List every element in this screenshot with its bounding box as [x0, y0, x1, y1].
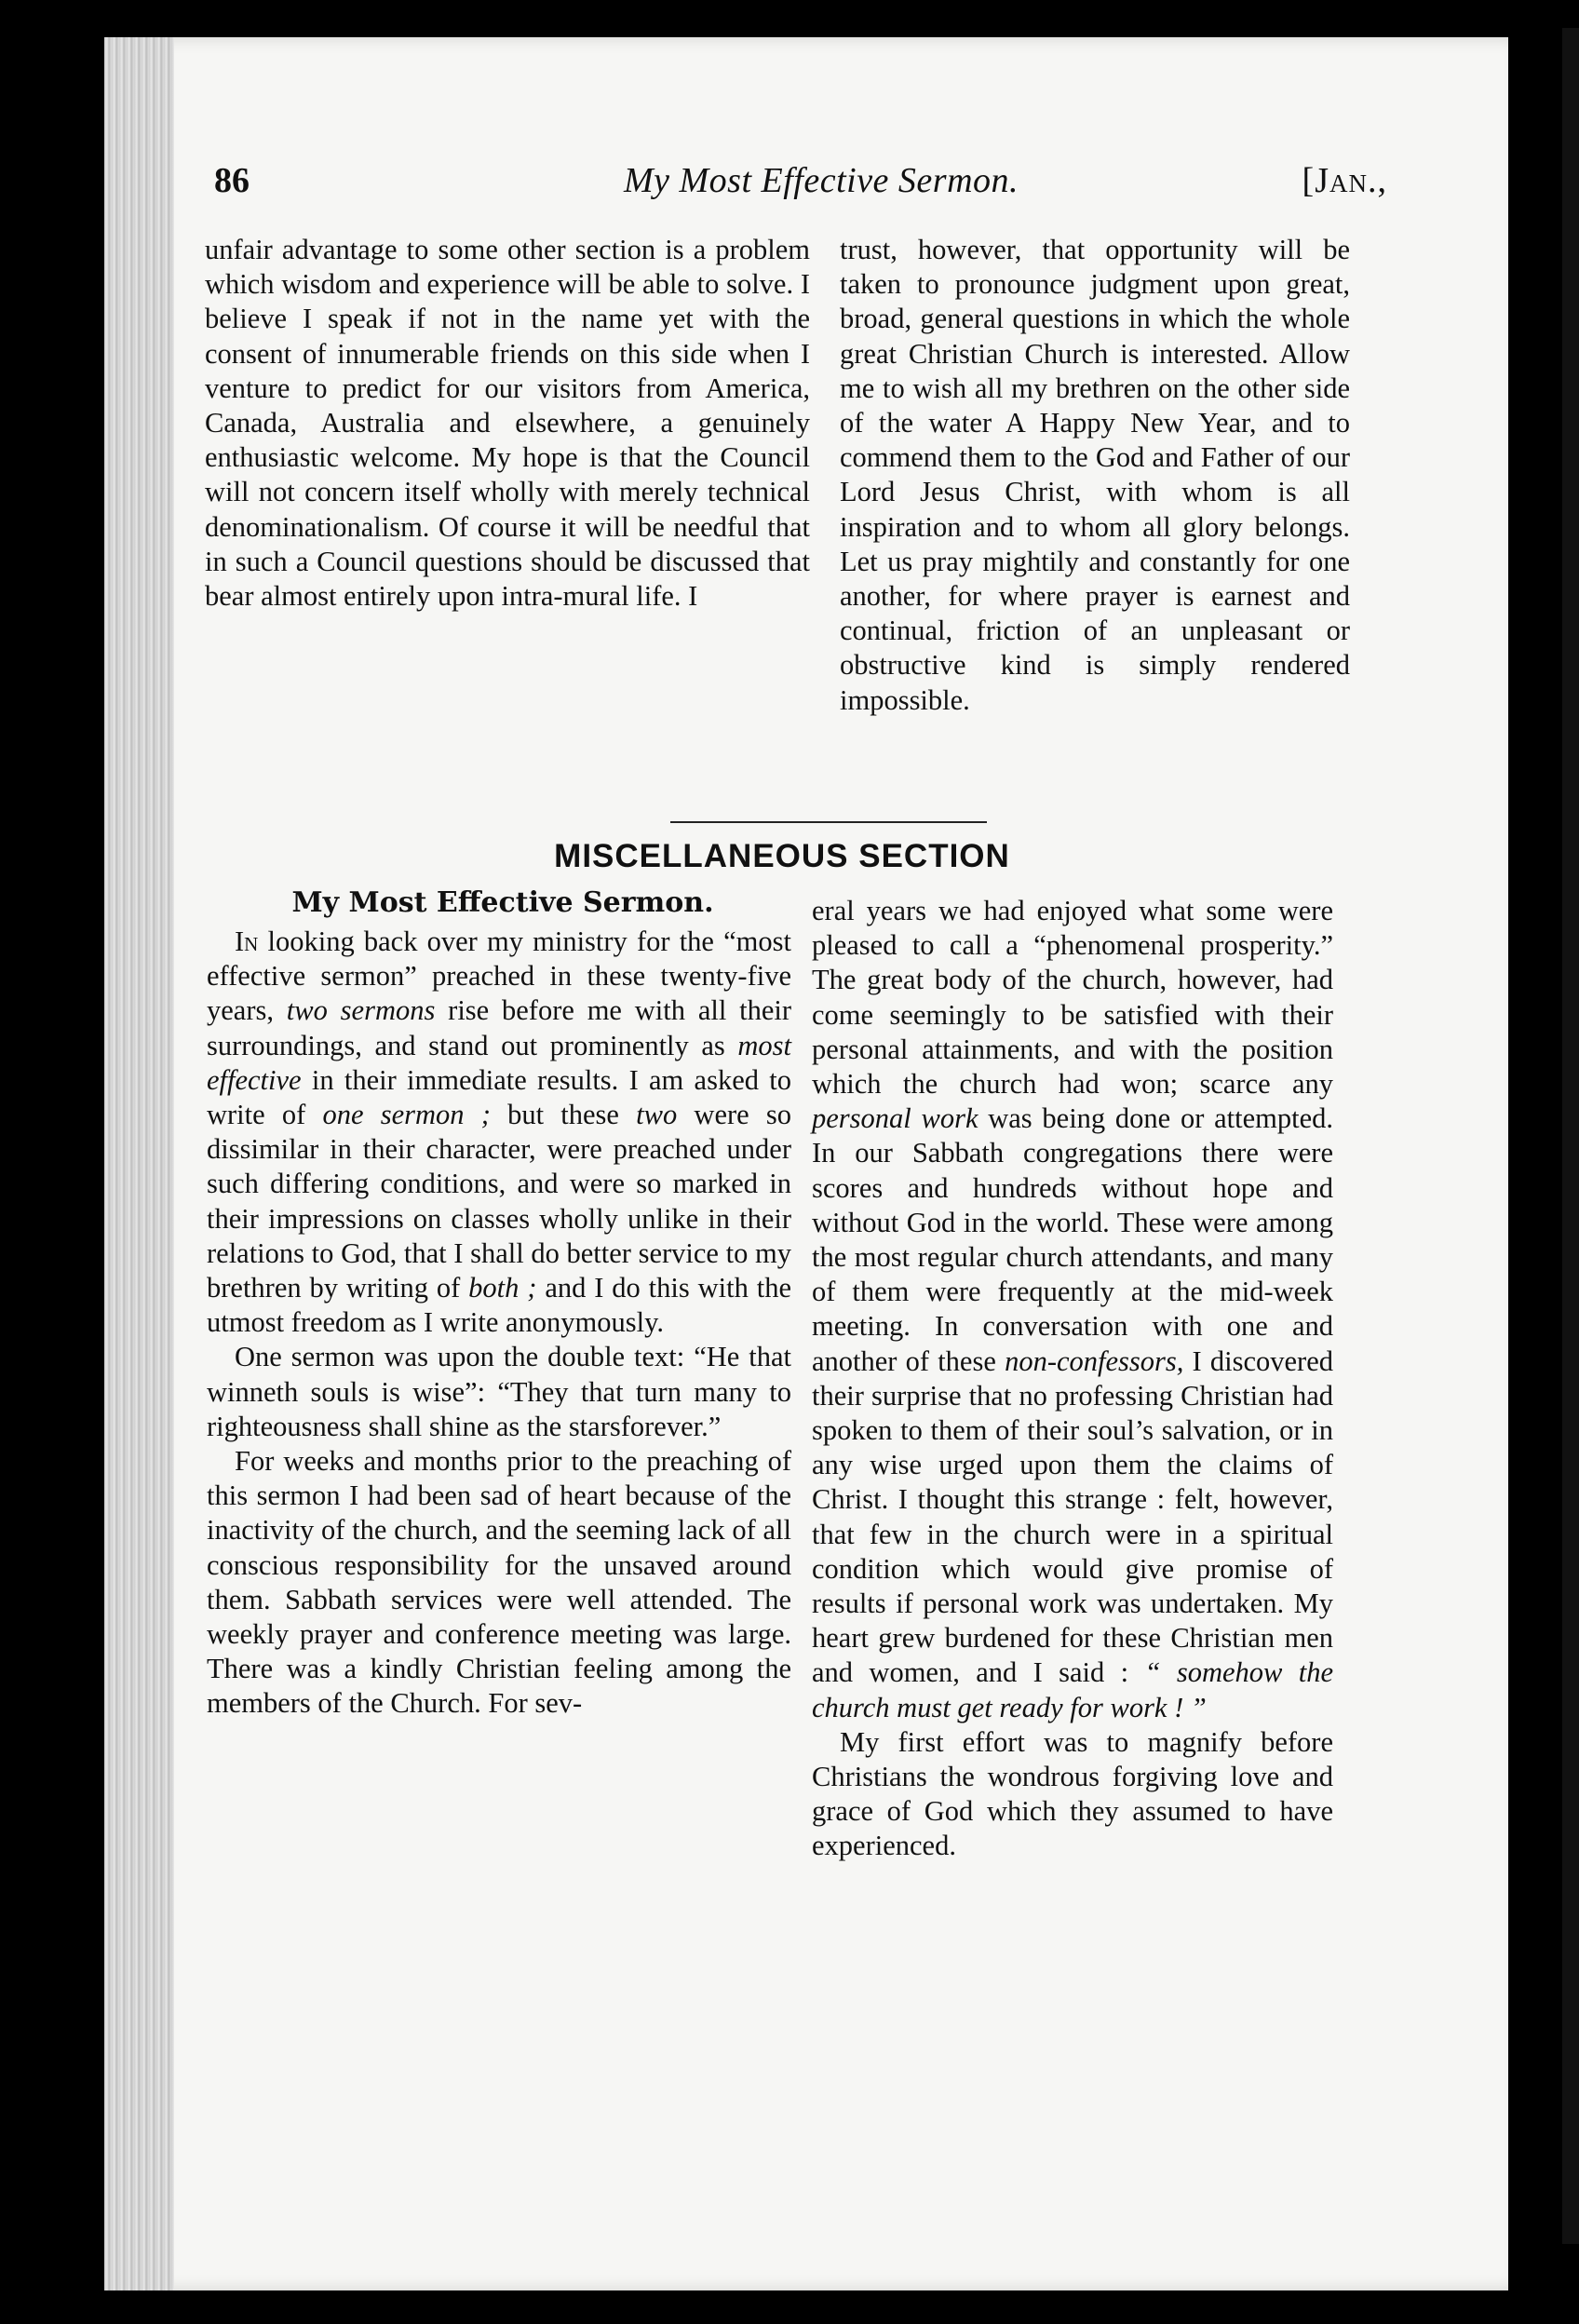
paragraph: [812, 894, 1333, 1725]
page-number: 86: [214, 161, 250, 200]
dropcap-word: In: [235, 926, 259, 957]
page-spine: [104, 37, 174, 2290]
article-title: My Most Effective Sermon.: [291, 886, 714, 919]
text-run: looking back over my ministry for the “most effective sermon” preached in these twenty-five years,: [207, 926, 791, 1027]
article-left-column: [207, 925, 791, 1722]
paragraph: For weeks and months prior to the preaching of this sermon I had been sad of heart because of the inactivity of the church, and the seeming lack of all conscious responsibility for the unsaved around them. Sabbath services were well attended. The weekly prayer and conference meeting was large. There was a kindly Christian feeling among the members of the Church. For sev-: [207, 1445, 791, 1720]
paragraph: My first effort was to magnify before Christians the wondrous forgiving love and grace of God which they assumed to have experienced.: [812, 1725, 1333, 1862]
italic-run: non-confessors,: [1005, 1344, 1184, 1377]
article-right-column: [812, 894, 1333, 1864]
continued-text-left-column: [205, 233, 810, 614]
text-run: rise before me with all their surroundings, and stand out prominently as: [207, 994, 791, 1061]
italic-run: two sermons: [286, 994, 436, 1027]
text-run: were so dissimilar in their character, were preached under such differing conditions, and were so marked in their impressions on classes wholly unlike in their relations to God, that I shall do better service to my brethren by writing of: [207, 1099, 791, 1304]
adjacent-page-edge: [1562, 28, 1579, 2244]
paragraph: [207, 925, 791, 1340]
section-divider: [670, 821, 987, 823]
continued-text-right-column: [840, 233, 1350, 718]
paragraph: unfair advantage to some other section is a problem which wisdom and experience will be able to solve. I believe I speak if not in the name yet with the consent of innumerable friends on this side when I venture to predict for our visitors from America, Canada, Australia and elsewhere, a genuinely enthusiastic welcome. My hope is that the Council will not concern itself wholly with merely technical denominationalism. Of course it will be needful that in such a Council questions should be discussed that bear almost entirely upon intra-mural life. I: [205, 234, 810, 613]
running-title: My Most Effective Sermon.: [624, 161, 1019, 200]
text-run: eral years we had enjoyed what some were pleased to call a “phenomenal prosperity.” The great body of the church, however, had come seemingly to be satisfied with their personal attainments, and with the position which the church had won; scarce any: [812, 895, 1333, 1101]
italic-run: “ somehow the church must get ready for work ! ”: [812, 1656, 1333, 1723]
italic-run: both ;: [468, 1272, 537, 1304]
text-run: I discovered their surprise that no professing Christian had spoken to them of their soul’s salvation, or in any wise urged upon them the claims of Christ. I thought this strange : felt, however, that few in the church were in a spiritual condition which would give promise of results if personal work was undertaken. My heart grew burdened for these Christian men and women, and I said :: [812, 1344, 1333, 1689]
text-run: and I do this with the utmost freedom as I write anonymously.: [207, 1272, 791, 1339]
text-run: was being done or attempted. In our Sabbath congregations there were scores and hundreds without hope and without God in the world. These were among the most regular church attendants, and many of them were frequently at the mid-week meeting. In conversation with one and another of these: [812, 1102, 1333, 1377]
italic-run: personal work: [812, 1102, 978, 1135]
issue-month: [Jan.,: [1302, 161, 1387, 200]
section-title: MISCELLANEOUS SECTION: [554, 838, 1010, 874]
italic-run: most effective: [207, 1029, 791, 1096]
paragraph: One sermon was upon the double text: “He that winneth souls is wise”: “They that turn many to righteousness shall shine as the starsforever.”: [207, 1341, 791, 1442]
text-run: in their immediate results. I am asked to write of: [207, 1063, 791, 1131]
italic-run: one sermon ;: [322, 1099, 491, 1131]
text-run: but these: [490, 1099, 637, 1131]
paragraph: trust, however, that opportunity will be taken to pronounce judgment upon great, broad, general questions in which the whole great Christian Church is interested. Allow me to wish all my brethren on the other side of the water A Happy New Year, and to commend them to the God and Father of our Lord Jesus Christ, with whom is all inspiration and to whom all glory belongs. Let us pray mightily and constantly for one another, for where prayer is earnest and continual, friction of an unpleasant or obstructive kind is simply rendered impossible.: [840, 234, 1350, 716]
running-header: [214, 160, 1387, 216]
italic-run: two: [636, 1099, 678, 1131]
